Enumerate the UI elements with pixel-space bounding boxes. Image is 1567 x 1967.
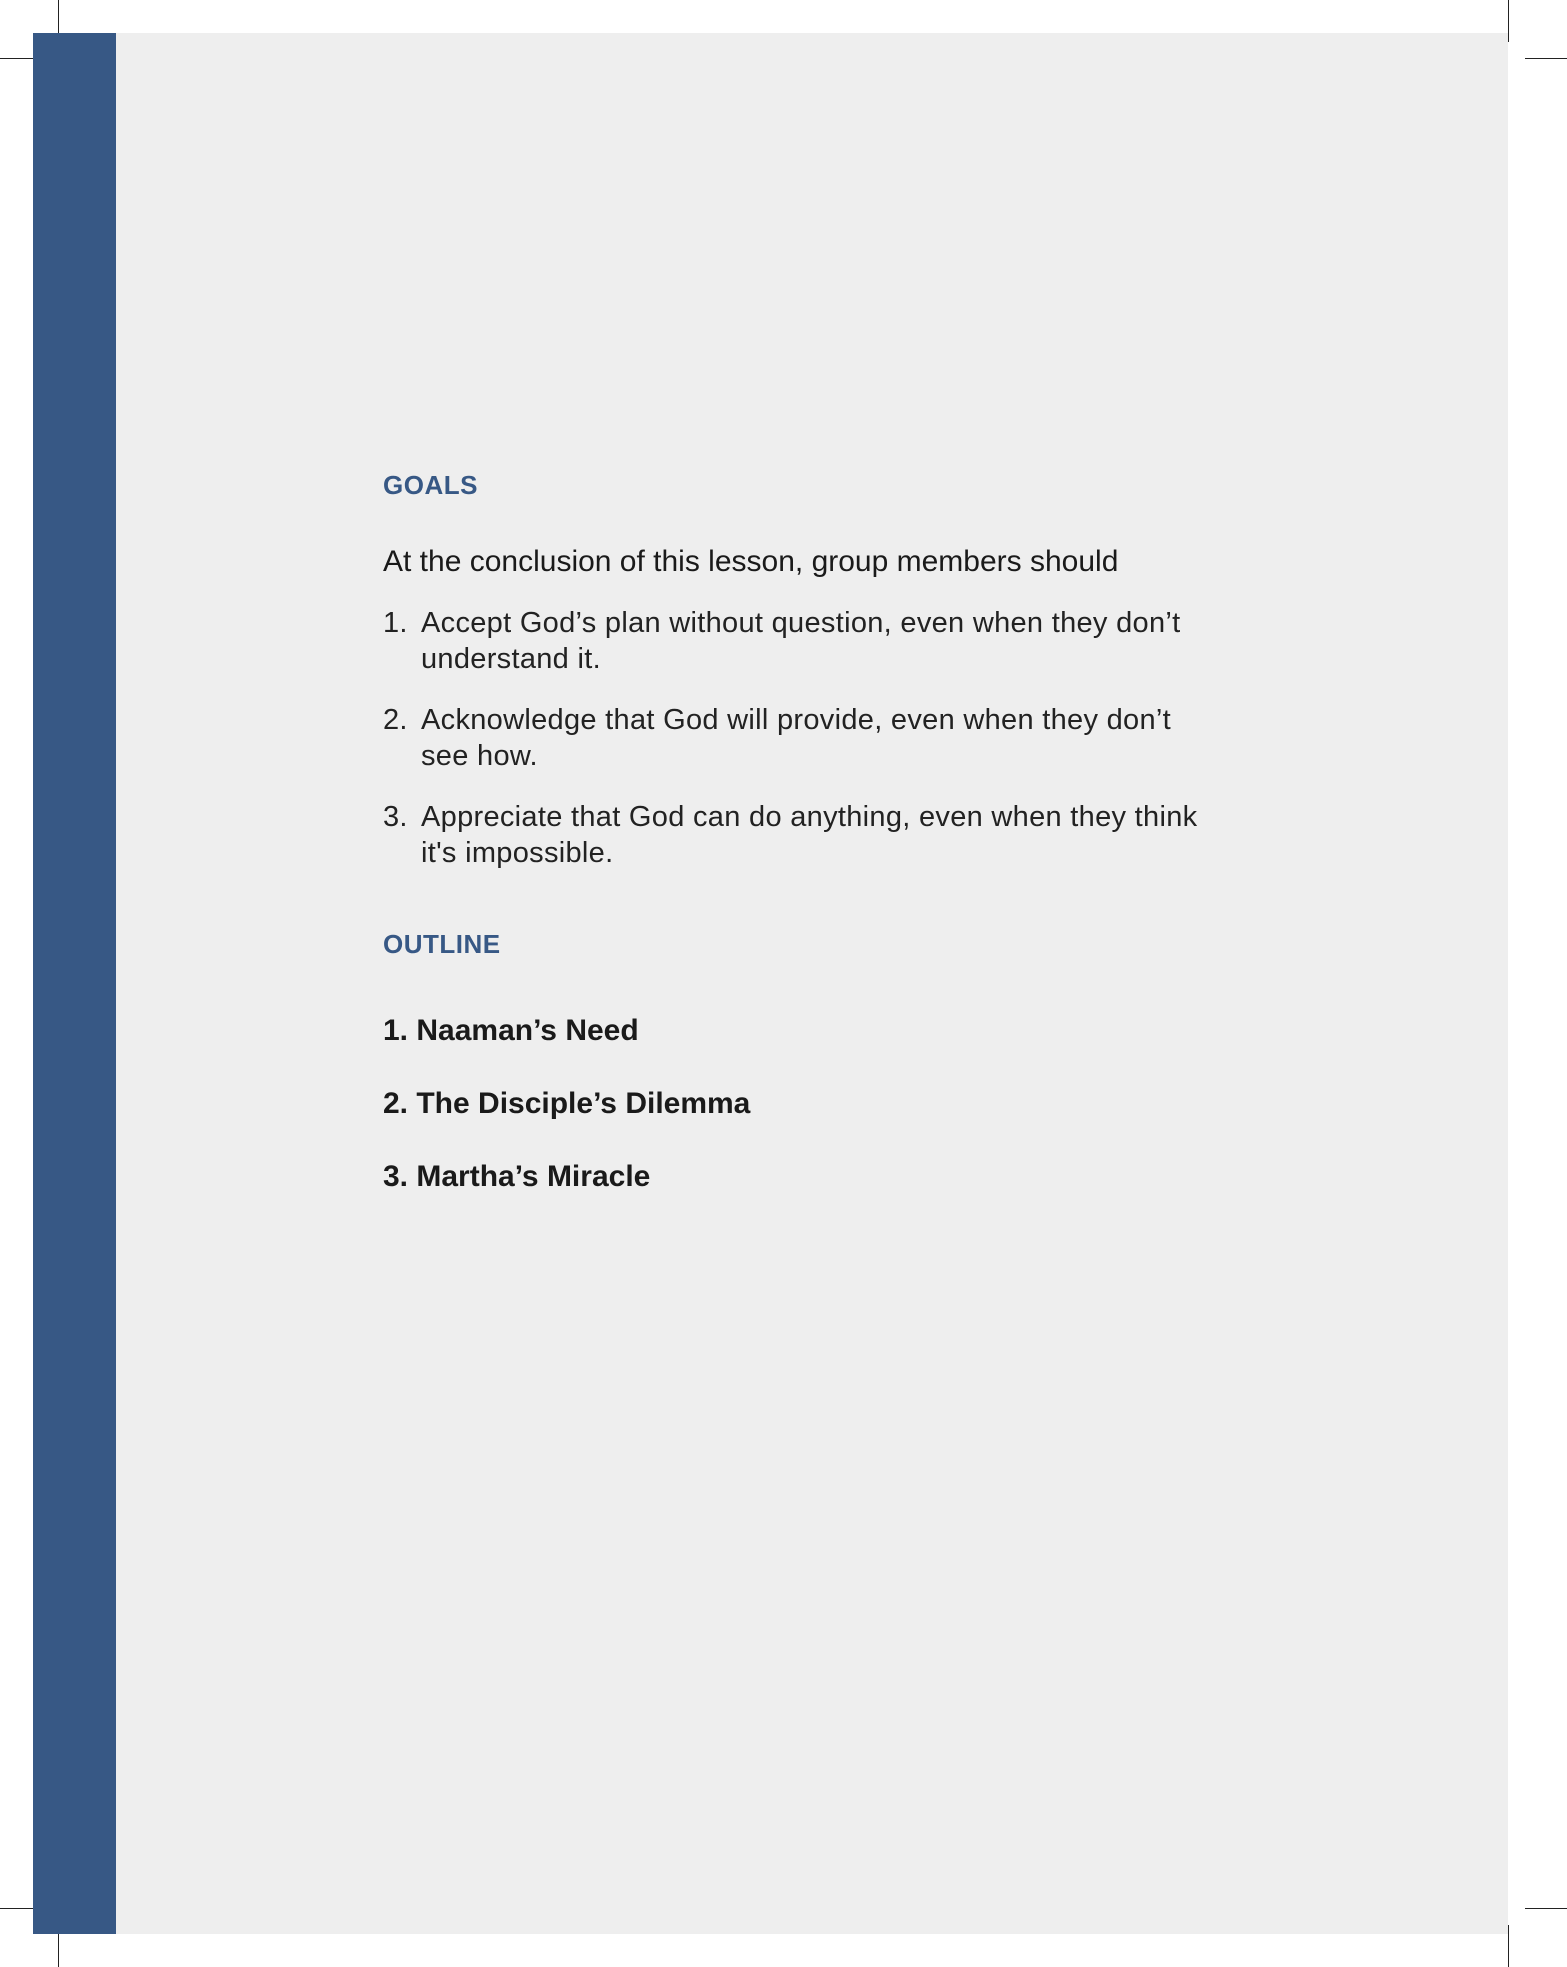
outline-heading: OUTLINE	[383, 929, 501, 959]
goals-list	[383, 605, 1203, 871]
goal-text: Appreciate that God can do anything, even when they think it's impossible.	[421, 801, 1198, 869]
goals-heading: GOALS	[383, 470, 478, 500]
crop-mark	[1525, 1908, 1567, 1909]
outline-list	[383, 1012, 1203, 1195]
outline-item: 1. Naaman’s Need	[383, 1014, 639, 1047]
crop-mark	[1508, 1925, 1509, 1967]
goal-item	[383, 799, 1203, 871]
crop-mark	[1525, 58, 1567, 59]
goal-text: Accept God’s plan without question, even when they don’t understand it.	[421, 607, 1181, 675]
goal-number: 2.	[383, 704, 408, 736]
outline-item: 3. Martha’s Miracle	[383, 1160, 651, 1193]
lesson-content	[383, 470, 1203, 1231]
goal-item	[383, 702, 1203, 774]
goal-number: 1.	[383, 607, 408, 639]
crop-mark	[1508, 0, 1509, 42]
goal-text: Acknowledge that God will provide, even when they don’t see how.	[421, 704, 1171, 772]
goal-item	[383, 605, 1203, 677]
goals-intro: At the conclusion of this lesson, group members should	[383, 545, 1119, 578]
spine-bar	[33, 33, 116, 1934]
outline-item: 2. The Disciple’s Dilemma	[383, 1087, 751, 1120]
goal-number: 3.	[383, 801, 408, 833]
